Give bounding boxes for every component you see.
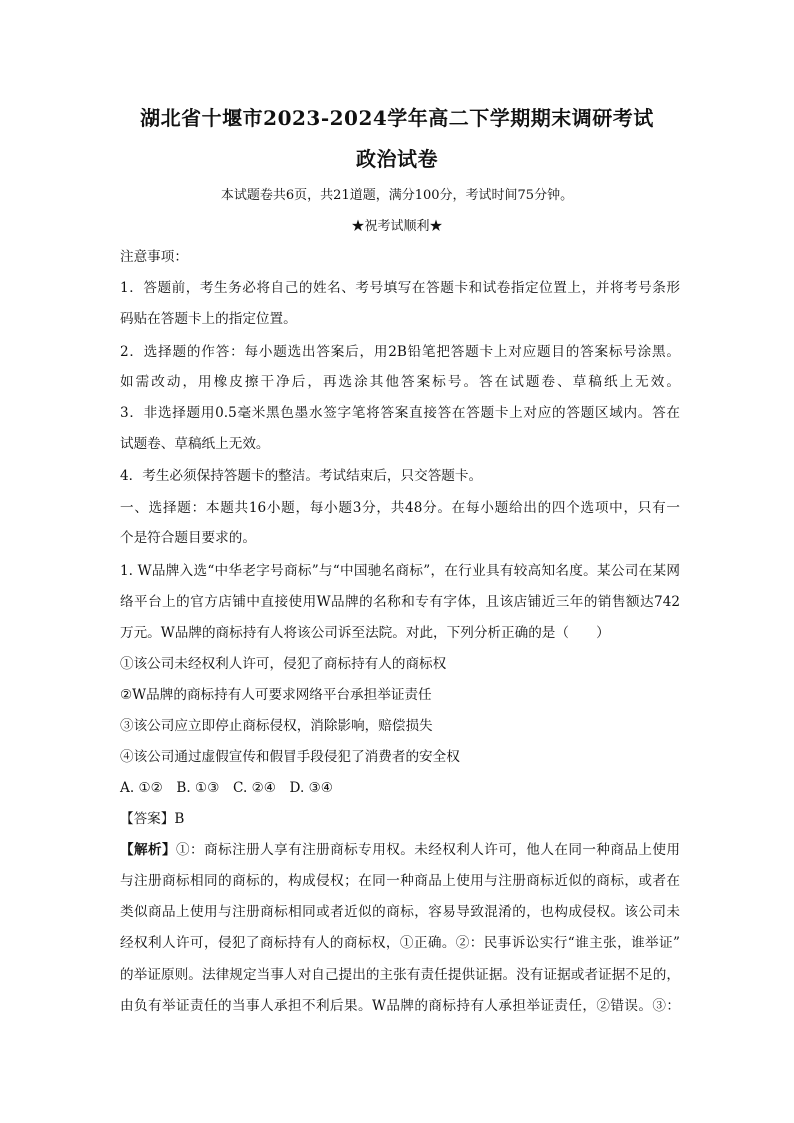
analysis-line: 与注册商标相同的商标的，构成侵权；在同一种商品上使用与注册商标近似的商标，或者在 — [120, 873, 680, 889]
question-statement: ②W品牌的商标持有人可要求网络平台承担举证责任 — [120, 687, 432, 703]
question-stem: 1. W品牌入选“中华老字号商标”与“中国驰名商标”，在行业具有较高知名度。某公司在某网 — [120, 563, 680, 579]
analysis-line: 类似商品上使用与注册商标相同或者近似的商标，容易导致混淆的，也构成侵权。该公司未 — [120, 904, 680, 920]
exam-title: 湖北省十堰市2023-2024学年高二下学期期末调研考试 — [140, 106, 654, 130]
blessing-line: ★祝考试顺利★ — [351, 219, 443, 234]
question-statement: ④该公司通过虚假宣传和假冒手段侵犯了消费者的安全权 — [120, 749, 460, 765]
analysis-text: ①：商标注册人享有注册商标专用权。未经权利人许可，他人在同一种商品上使用 — [176, 842, 681, 858]
analysis-label: 【解析】 — [120, 842, 177, 858]
section-instruction: 一、选择题：本题共16小题，每小题3分，共48分。在每小题给出的四个选项中，只有一 — [120, 500, 680, 516]
notes-line: 码贴在答题卡上的指定位置。 — [120, 311, 297, 327]
exam-subject-title: 政治试卷 — [356, 147, 438, 171]
section-instruction: 个是符合题目要求的。 — [120, 530, 256, 546]
analysis-line — [120, 841, 680, 859]
notes-line: 如需改动，用橡皮擦干净后，再选涂其他答案标号。答在试题卷、草稿纸上无效。 — [120, 374, 680, 390]
analysis-line: 的举证原则。法律规定当事人对自己提出的主张有责任提供证据。没有证据或者证据不足的， — [120, 967, 680, 983]
exam-info: 本试题卷共6页，共21道题，满分100分，考试时间75分钟。 — [220, 188, 574, 203]
question-stem: 络平台上的官方店铺中直接使用W品牌的名称和专有字体，且该店铺近三年的销售额达742 — [120, 594, 680, 610]
answer-line: 【答案】B — [120, 811, 185, 827]
notes-line: 3．非选择题用0.5毫米黑色墨水签字笔将答案直接答在答题卡上对应的答题区域内。答在 — [120, 405, 680, 421]
question-stem: 万元。W品牌的商标持有人将该公司诉至法院。对此，下列分析正确的是（ ） — [120, 625, 610, 641]
notes-line: 4．考生必须保持答题卡的整洁。考试结束后，只交答题卡。 — [120, 468, 483, 484]
notes-heading: 注意事项： — [120, 249, 188, 265]
question-statement: ①该公司未经权利人许可，侵犯了商标持有人的商标权 — [120, 656, 447, 672]
notes-line: 试题卷、草稿纸上无效。 — [120, 436, 270, 452]
question-statement: ③该公司应立即停止商标侵权，消除影响，赔偿损失 — [120, 718, 433, 734]
question-options: A. ①② B. ①③ C. ②④ D. ③④ — [120, 780, 333, 796]
analysis-line: 由负有举证责任的当事人承担不利后果。W品牌的商标持有人承担举证责任，②错误。③： — [120, 998, 680, 1014]
notes-line: 2．选择题的作答：每小题选出答案后，用2B铅笔把答题卡上对应题目的答案标号涂黑。 — [120, 344, 680, 360]
analysis-line: 经权利人许可，侵犯了商标持有人的商标权，①正确。②：民事诉讼实行“谁主张，谁举证” — [120, 935, 680, 951]
notes-line: 1．答题前，考生务必将自己的姓名、考号填写在答题卡和试卷指定位置上，并将考号条形 — [120, 280, 680, 296]
